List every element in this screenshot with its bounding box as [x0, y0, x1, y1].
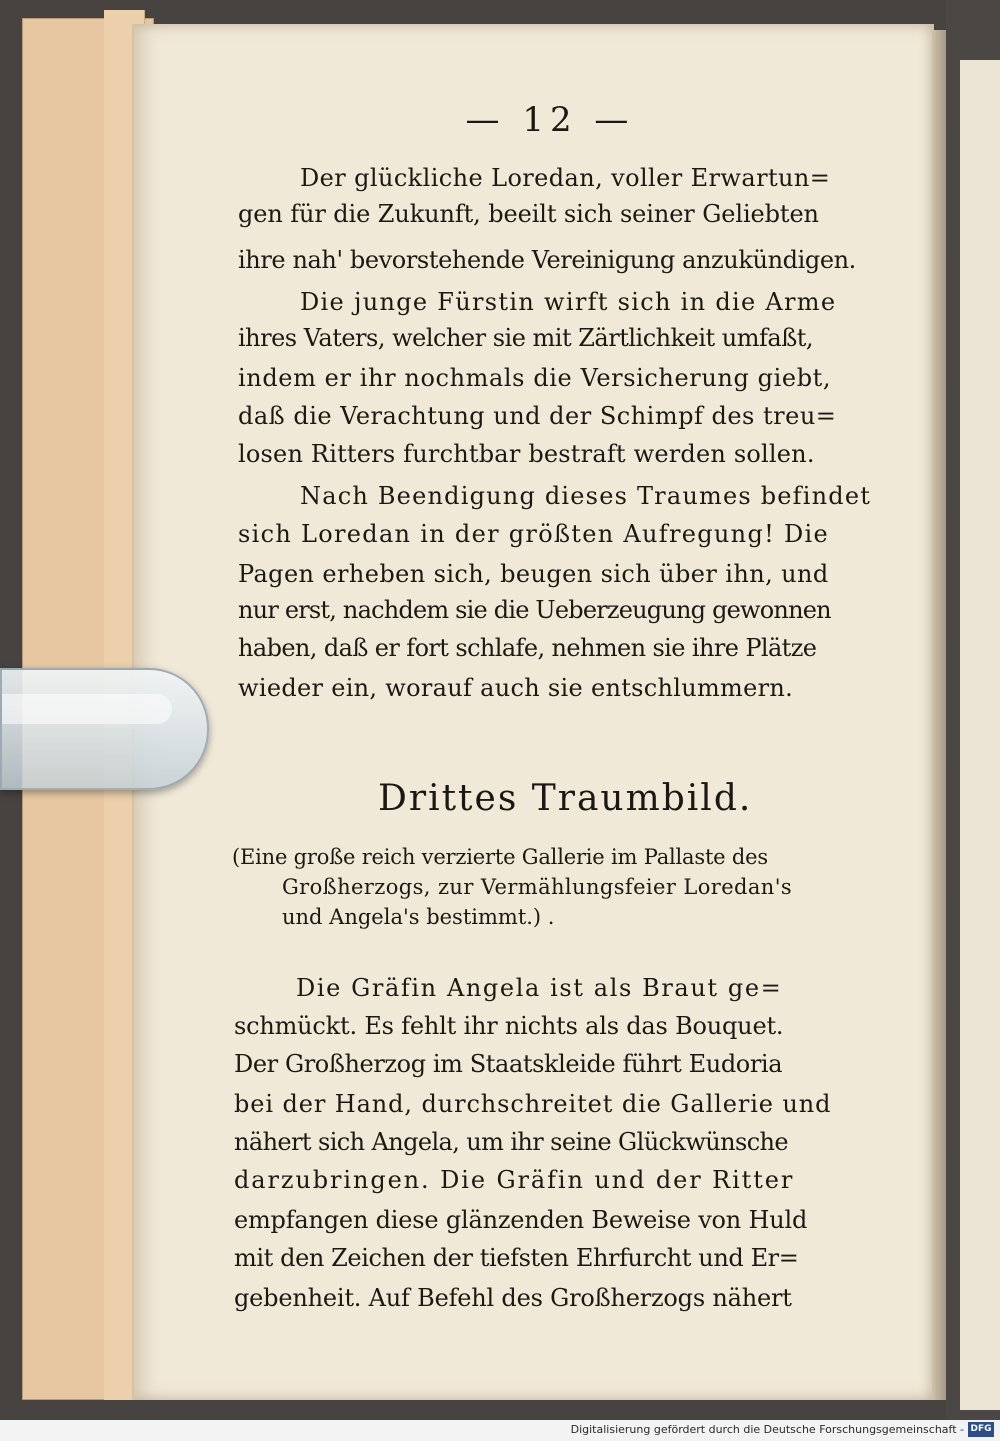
- text-line: sich Loredan in der größten Aufregung! Die: [238, 520, 830, 548]
- page-holder-clip: [0, 668, 209, 790]
- text-line: bei der Hand, durchschreitet die Gallerie und: [234, 1090, 832, 1118]
- text-line: losen Ritters furchtbar bestraft werden sollen.: [238, 440, 815, 468]
- stage-direction-line: (Eine große reich verzierte Gallerie im Pallaste des: [232, 845, 768, 869]
- clip-highlight: [2, 694, 172, 724]
- text-line: ihre nah' bevorstehende Vereinigung anzukündigen.: [238, 246, 856, 274]
- page-number: — 12 —: [465, 100, 635, 140]
- text-line: nur erst, nachdem sie die Ueberzeugung gewonnen: [238, 596, 831, 624]
- text-line: ihres Vaters, welcher sie mit Zärtlichkeit umfaßt,: [238, 324, 813, 352]
- dfg-logo-icon: DFG: [968, 1422, 994, 1437]
- section-heading: Drittes Traumbild.: [378, 778, 753, 819]
- text-line: Der glückliche Loredan, voller Erwartun=: [300, 164, 831, 192]
- text-line: nähert sich Angela, um ihr seine Glückwünsche: [234, 1128, 789, 1156]
- text-line: Nach Beendigung dieses Traumes befindet: [300, 482, 872, 510]
- text-line: mit den Zeichen der tiefsten Ehrfurcht und Er=: [234, 1244, 799, 1272]
- funding-notice: Digitalisierung gefördert durch die Deutsche Forschungsgemeinschaft -: [570, 1423, 964, 1436]
- text-line: Die junge Fürstin wirft sich in die Arme: [300, 288, 837, 316]
- stage-direction-line: Großherzogs, zur Vermählungsfeier Loredan's: [282, 875, 793, 899]
- text-line: gebenheit. Auf Befehl des Großherzogs nähert: [234, 1284, 792, 1312]
- text-line: Pagen erheben sich, beugen sich über ihn, und: [238, 560, 829, 588]
- text-line: wieder ein, worauf auch sie entschlummern.: [238, 674, 794, 702]
- text-line: empfangen diese glänzenden Beweise von Huld: [234, 1206, 808, 1234]
- text-line: gen für die Zukunft, beeilt sich seiner Geliebten: [238, 200, 819, 228]
- footer-bar: [0, 1420, 1000, 1441]
- text-line: daß die Verachtung und der Schimpf des treu=: [238, 402, 837, 430]
- facing-page-strip: [960, 60, 1000, 1410]
- stage-direction-line: und Angela's bestimmt.) .: [282, 905, 555, 929]
- text-line: haben, daß er fort schlafe, nehmen sie ihre Plätze: [238, 634, 817, 662]
- text-line: darzubringen. Die Gräfin und der Ritter: [234, 1166, 795, 1194]
- text-line: Der Großherzog im Staatskleide führt Eudoria: [234, 1050, 783, 1078]
- text-line: Die Gräfin Angela ist als Braut ge=: [296, 974, 783, 1002]
- text-line: schmückt. Es fehlt ihr nichts als das Bouquet.: [234, 1012, 784, 1040]
- page-stack-edge: [932, 30, 946, 1400]
- text-line: indem er ihr nochmals die Versicherung giebt,: [238, 364, 832, 392]
